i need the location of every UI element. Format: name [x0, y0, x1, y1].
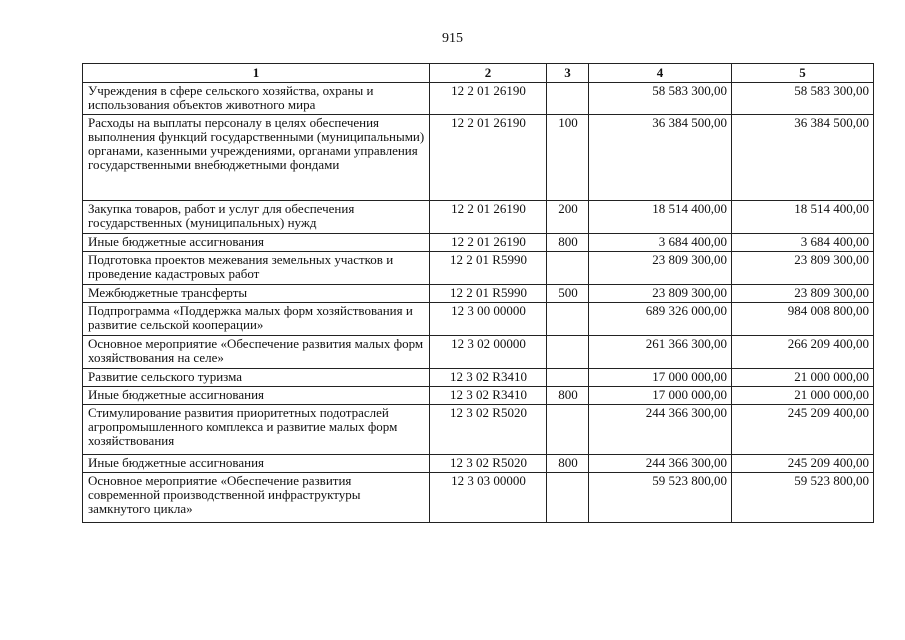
row-code: 12 2 01 26190 [430, 234, 547, 252]
table-row [83, 252, 874, 285]
row-code: 12 3 03 00000 [430, 473, 547, 523]
row-name: Подготовка проектов межевания земельных участков и проведение кадастровых работ [83, 252, 430, 285]
table-row [83, 369, 874, 387]
row-type [547, 252, 589, 285]
row-name: Основное мероприятие «Обеспечение развития малых форм хозяйствования на селе» [83, 336, 430, 369]
row-amount-1: 261 366 300,00 [589, 336, 732, 369]
row-amount-2: 36 384 500,00 [732, 115, 874, 201]
row-amount-1: 17 000 000,00 [589, 387, 732, 405]
row-amount-2: 23 809 300,00 [732, 252, 874, 285]
column-header-3: 3 [547, 64, 589, 83]
row-amount-2: 245 209 400,00 [732, 405, 874, 455]
column-header-1: 1 [83, 64, 430, 83]
table-row [83, 455, 874, 473]
row-name: Иные бюджетные ассигнования [83, 234, 430, 252]
row-type [547, 83, 589, 115]
row-code: 12 2 01 26190 [430, 115, 547, 201]
row-code: 12 3 02 00000 [430, 336, 547, 369]
row-name: Подпрограмма «Поддержка малых форм хозяйствования и развитие сельской кооперации» [83, 303, 430, 336]
row-name: Основное мероприятие «Обеспечение развития современной производственной инфраструктуры замкнутого цикла» [83, 473, 430, 523]
row-amount-1: 23 809 300,00 [589, 285, 732, 303]
row-amount-2: 23 809 300,00 [732, 285, 874, 303]
row-name: Развитие сельского туризма [83, 369, 430, 387]
row-amount-1: 244 366 300,00 [589, 455, 732, 473]
row-code: 12 2 01 R5990 [430, 252, 547, 285]
row-amount-2: 245 209 400,00 [732, 455, 874, 473]
row-name: Стимулирование развития приоритетных подотраслей агропромышленного комплекса и развитие малых форм хозяйствования [83, 405, 430, 455]
row-code: 12 3 02 R3410 [430, 387, 547, 405]
table-row [83, 387, 874, 405]
table-header-row [83, 64, 874, 83]
row-type [547, 369, 589, 387]
row-type [547, 405, 589, 455]
table-row [83, 234, 874, 252]
row-type: 100 [547, 115, 589, 201]
row-code: 12 2 01 26190 [430, 83, 547, 115]
row-type [547, 336, 589, 369]
row-name: Закупка товаров, работ и услуг для обеспечения государственных (муниципальных) нужд [83, 201, 430, 234]
row-code: 12 2 01 26190 [430, 201, 547, 234]
budget-table [82, 63, 874, 523]
row-amount-1: 58 583 300,00 [589, 83, 732, 115]
row-amount-1: 59 523 800,00 [589, 473, 732, 523]
row-type [547, 473, 589, 523]
row-amount-1: 17 000 000,00 [589, 369, 732, 387]
row-amount-2: 21 000 000,00 [732, 387, 874, 405]
row-name: Иные бюджетные ассигнования [83, 455, 430, 473]
table-row [83, 83, 874, 115]
row-amount-2: 18 514 400,00 [732, 201, 874, 234]
row-type: 200 [547, 201, 589, 234]
table-row [83, 201, 874, 234]
row-code: 12 3 02 R5020 [430, 455, 547, 473]
row-amount-1: 36 384 500,00 [589, 115, 732, 201]
row-code: 12 3 02 R3410 [430, 369, 547, 387]
row-amount-2: 984 008 800,00 [732, 303, 874, 336]
column-header-4: 4 [589, 64, 732, 83]
row-amount-1: 3 684 400,00 [589, 234, 732, 252]
column-header-2: 2 [430, 64, 547, 83]
row-name: Межбюджетные трансферты [83, 285, 430, 303]
page-number: 915 [442, 31, 463, 46]
table-row [83, 473, 874, 523]
row-type: 800 [547, 387, 589, 405]
row-name: Иные бюджетные ассигнования [83, 387, 430, 405]
table-row [83, 303, 874, 336]
row-amount-2: 59 523 800,00 [732, 473, 874, 523]
row-amount-2: 58 583 300,00 [732, 83, 874, 115]
row-amount-2: 21 000 000,00 [732, 369, 874, 387]
table-row [83, 405, 874, 455]
row-amount-1: 18 514 400,00 [589, 201, 732, 234]
row-amount-1: 689 326 000,00 [589, 303, 732, 336]
table-row [83, 285, 874, 303]
row-code: 12 2 01 R5990 [430, 285, 547, 303]
row-code: 12 3 00 00000 [430, 303, 547, 336]
row-type [547, 303, 589, 336]
row-amount-1: 244 366 300,00 [589, 405, 732, 455]
table-row [83, 115, 874, 201]
column-header-5: 5 [732, 64, 874, 83]
row-type: 800 [547, 455, 589, 473]
row-name: Учреждения в сфере сельского хозяйства, охраны и использования объектов животного мира [83, 83, 430, 115]
row-amount-1: 23 809 300,00 [589, 252, 732, 285]
row-name: Расходы на выплаты персоналу в целях обеспечения выполнения функций государственными (муниципальными) органами, казенными учреждениями, органами управления государственными внебюджетными фондами [83, 115, 430, 201]
table-row [83, 336, 874, 369]
row-type: 500 [547, 285, 589, 303]
row-type: 800 [547, 234, 589, 252]
row-amount-2: 3 684 400,00 [732, 234, 874, 252]
row-code: 12 3 02 R5020 [430, 405, 547, 455]
row-amount-2: 266 209 400,00 [732, 336, 874, 369]
